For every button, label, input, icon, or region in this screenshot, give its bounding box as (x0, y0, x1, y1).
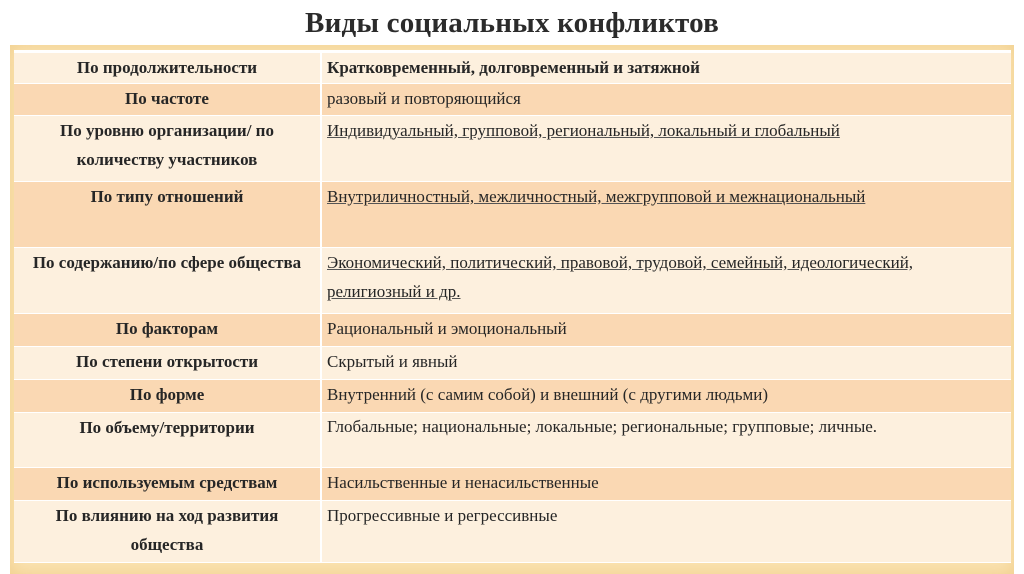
conflict-types-table (14, 50, 1011, 563)
row-value: Прогрессивные и регрессивные (321, 501, 1011, 563)
row-value: Индивидуальный, групповой, региональный, локальный и глобальный (321, 116, 1011, 182)
row-key: По уровню организации/ по количеству участников (14, 116, 321, 182)
table-row (14, 380, 1011, 413)
row-value: Глобальные; национальные; локальные; региональные; групповые; личные. (321, 413, 1011, 468)
row-key: По частоте (14, 84, 321, 116)
row-value: Скрытый и явный (321, 347, 1011, 380)
table-row (14, 248, 1011, 314)
table-row (14, 52, 1011, 84)
row-value: Рациональный и эмоциональный (321, 314, 1011, 347)
table-row (14, 84, 1011, 116)
table-row (14, 116, 1011, 182)
table-row (14, 501, 1011, 563)
row-value: Насильственные и ненасильственные (321, 468, 1011, 501)
table-row (14, 182, 1011, 248)
table-row (14, 314, 1011, 347)
row-key: По типу отношений (14, 182, 321, 248)
row-value: Внутриличностный, межличностный, межгрупповой и межнациональный (321, 182, 1011, 248)
row-key: По факторам (14, 314, 321, 347)
table-row (14, 347, 1011, 380)
row-key: По форме (14, 380, 321, 413)
table-row (14, 413, 1011, 468)
row-key: По влиянию на ход развития общества (14, 501, 321, 563)
table-row (14, 468, 1011, 501)
row-key: По используемым средствам (14, 468, 321, 501)
row-key: По содержанию/по сфере общества (14, 248, 321, 314)
row-value: разовый и повторяющийся (321, 84, 1011, 116)
row-key: По степени открытости (14, 347, 321, 380)
row-key: По продолжительности (14, 52, 321, 84)
row-value: Внутренний (с самим собой) и внешний (с другими людьми) (321, 380, 1011, 413)
row-key: По объему/территории (14, 413, 321, 468)
row-value: Экономический, политический, правовой, трудовой, семейный, идеологический, религиозный и др. (321, 248, 1011, 314)
page-title: Виды социальных конфликтов (305, 7, 719, 39)
row-value: Кратковременный, долговременный и затяжной (321, 52, 1011, 84)
